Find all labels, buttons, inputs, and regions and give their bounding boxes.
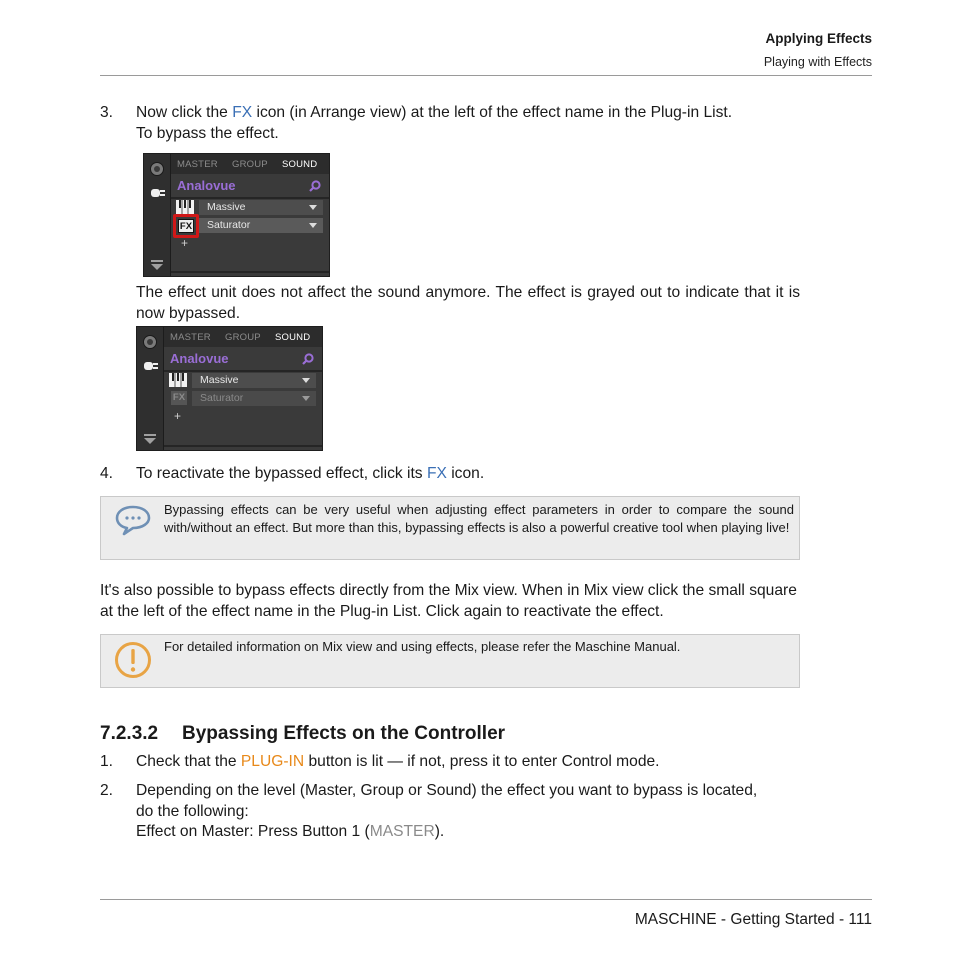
dropdown-arrow-icon[interactable] (309, 205, 317, 210)
tab-sound[interactable]: SOUND (282, 159, 318, 170)
side-toolbar (137, 327, 164, 450)
divider (164, 445, 322, 447)
step-4-number: 4. (100, 465, 114, 482)
level-tabs (164, 327, 322, 347)
scroll-down-icon (143, 434, 157, 444)
preset-name: Analovue (177, 178, 236, 193)
bypass-explanation: The effect unit does not affect the sound anymore. The effect is grayed out to indicate that it is now bypassed. (136, 284, 800, 322)
side-toolbar (144, 154, 171, 276)
add-plugin-button[interactable]: + (181, 236, 189, 250)
plugin-slot-saturator[interactable]: Saturator (199, 218, 323, 233)
fx-link[interactable]: FX (426, 465, 447, 482)
controller-step-1-number: 1. (100, 753, 114, 770)
preset-name: Analovue (170, 351, 229, 366)
divider (171, 197, 329, 199)
exclamation-icon (114, 641, 152, 679)
controller-step-1-text: Check that the PLUG-IN button is lit — if not, press it to enter Control mode. (136, 753, 660, 770)
search-icon[interactable] (302, 353, 314, 365)
dropdown-arrow-icon[interactable] (309, 223, 317, 228)
plugin-slot-saturator-bypassed[interactable]: Saturator (192, 391, 316, 406)
running-header-subtitle: Playing with Effects (763, 55, 872, 69)
add-plugin-button[interactable]: + (174, 409, 182, 423)
plug-icon (151, 187, 165, 199)
speech-bubble-icon (114, 504, 152, 536)
mix-view-paragraph: It's also possible to bypass effects directly from the Mix view. When in Mix view click the small square at the left of the effect name in the Plug-in List. Click again to reactivate the effect. (100, 582, 797, 620)
plug-icon (144, 360, 158, 372)
highlight-box (173, 214, 199, 238)
warning-box (100, 634, 800, 688)
step-4-text: To reactivate the bypassed effect, click its FX icon. (136, 465, 485, 482)
tab-master[interactable]: MASTER (177, 159, 218, 170)
fx-link[interactable]: FX (232, 104, 253, 121)
instrument-piano-icon (176, 200, 194, 214)
header-rule (100, 75, 872, 76)
section-title: Bypassing Effects on the Controller (182, 723, 506, 744)
tab-master[interactable]: MASTER (170, 332, 211, 343)
level-tabs (171, 154, 329, 174)
knob-icon (143, 335, 157, 349)
footer-rule (100, 899, 872, 900)
running-header-title: Applying Effects (765, 31, 872, 46)
controller-step-2-text: Depending on the level (Master, Group or Sound) the effect you want to bypass is located, do the following: Effect on Master: Press Button 1 (MASTER). (136, 782, 758, 840)
controller-step-2-number: 2. (100, 782, 114, 799)
dropdown-arrow-icon[interactable] (302, 378, 310, 383)
tab-group[interactable]: GROUP (225, 332, 261, 343)
plugin-slot-massive[interactable]: Massive (199, 200, 323, 215)
tab-group[interactable]: GROUP (232, 159, 268, 170)
instrument-piano-icon (169, 373, 187, 387)
step-3-number: 3. (100, 104, 114, 121)
step-3-text: Now click the FX icon (in Arrange view) at the left of the effect name in the Plug-in List. To bypass the effect. (136, 104, 733, 142)
divider (164, 370, 322, 372)
knob-icon (150, 162, 164, 176)
warning-text: For detailed information on Mix view and using effects, please refer the Maschine Manual. (164, 639, 681, 654)
tab-sound[interactable]: SOUND (275, 332, 311, 343)
fx-bypass-button[interactable]: FX (172, 392, 186, 403)
plugin-list-screenshot-active (143, 153, 330, 277)
fx-bypass-button[interactable]: FX (179, 221, 193, 232)
section-number: 7.2.3.2 (100, 723, 159, 744)
footer-page-number: MASCHINE - Getting Started - 111 (634, 911, 872, 928)
master-button-label: MASTER (369, 823, 435, 840)
plugin-list-screenshot-bypassed (136, 326, 323, 451)
plug-in-button-label: PLUG-IN (240, 753, 305, 770)
tip-text: Bypassing effects can be very useful when adjusting effect parameters in order to compare the sound with/without an effect. But more than this, bypassing effects is also a powerful creative tool when playing live! (164, 502, 794, 535)
tip-box (100, 496, 800, 560)
divider (171, 271, 329, 273)
search-icon[interactable] (309, 180, 321, 192)
dropdown-arrow-icon[interactable] (302, 396, 310, 401)
scroll-down-icon (150, 260, 164, 270)
plugin-slot-massive[interactable]: Massive (192, 373, 316, 388)
